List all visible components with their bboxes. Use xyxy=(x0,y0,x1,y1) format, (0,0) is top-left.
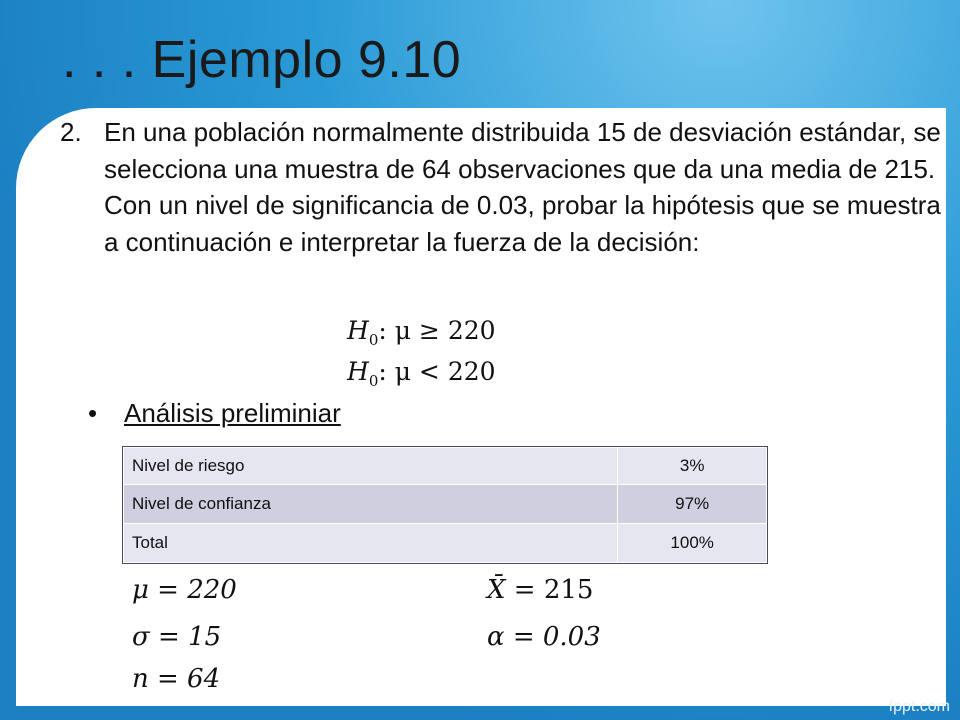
hypothesis-null-rest: : μ ≥ 220 xyxy=(378,316,496,345)
table-row xyxy=(124,448,767,485)
hypothesis-null xyxy=(347,316,496,349)
table-cell-label: Total xyxy=(124,524,618,563)
given-mu: μ = 220 xyxy=(132,575,237,605)
table-cell-value: 97% xyxy=(618,485,767,524)
problem-item xyxy=(60,114,950,260)
footer-brand: fppt.com xyxy=(888,698,950,715)
hypothesis-alt-rest: : μ < 220 xyxy=(378,357,496,386)
table-row xyxy=(124,485,767,524)
table-row xyxy=(124,524,767,563)
given-alpha: α = 0.03 xyxy=(487,622,601,652)
bullet-dot: • xyxy=(88,398,98,428)
table-cell-value: 3% xyxy=(618,448,767,485)
confidence-table xyxy=(123,447,767,563)
hypothesis-alt-sub: 0 xyxy=(368,372,379,390)
table-cell-label: Nivel de confianza xyxy=(124,485,618,524)
given-xbar-symbol: X̄ xyxy=(487,575,506,605)
problem-number: 2. xyxy=(60,117,82,147)
slide-title: . . . Ejemplo 9.10 xyxy=(62,31,462,89)
hypothesis-null-sub: 0 xyxy=(368,331,379,349)
bullet-label: Análisis preliminiar xyxy=(124,398,341,428)
given-sigma: σ = 15 xyxy=(132,622,222,652)
hypothesis-alt xyxy=(347,357,496,390)
hypothesis-alt-var: H xyxy=(347,357,369,386)
given-xbar xyxy=(487,575,593,605)
hypothesis-null-var: H xyxy=(347,316,369,345)
table-cell-value: 100% xyxy=(618,524,767,563)
given-xbar-value: = 215 xyxy=(505,575,594,605)
bullet-item xyxy=(88,398,341,429)
table-cell-label: Nivel de riesgo xyxy=(124,448,618,485)
problem-text: En una población normalmente distribuida 15 de desviación estándar, se selecciona una muestra de 64 observaciones que da una media de 215. Con un nivel de significancia de 0.03, probar la hipótesis que se muestra a continuación e interpretar la fuerza de la decisión: xyxy=(104,117,941,257)
given-n: n = 64 xyxy=(132,664,221,694)
